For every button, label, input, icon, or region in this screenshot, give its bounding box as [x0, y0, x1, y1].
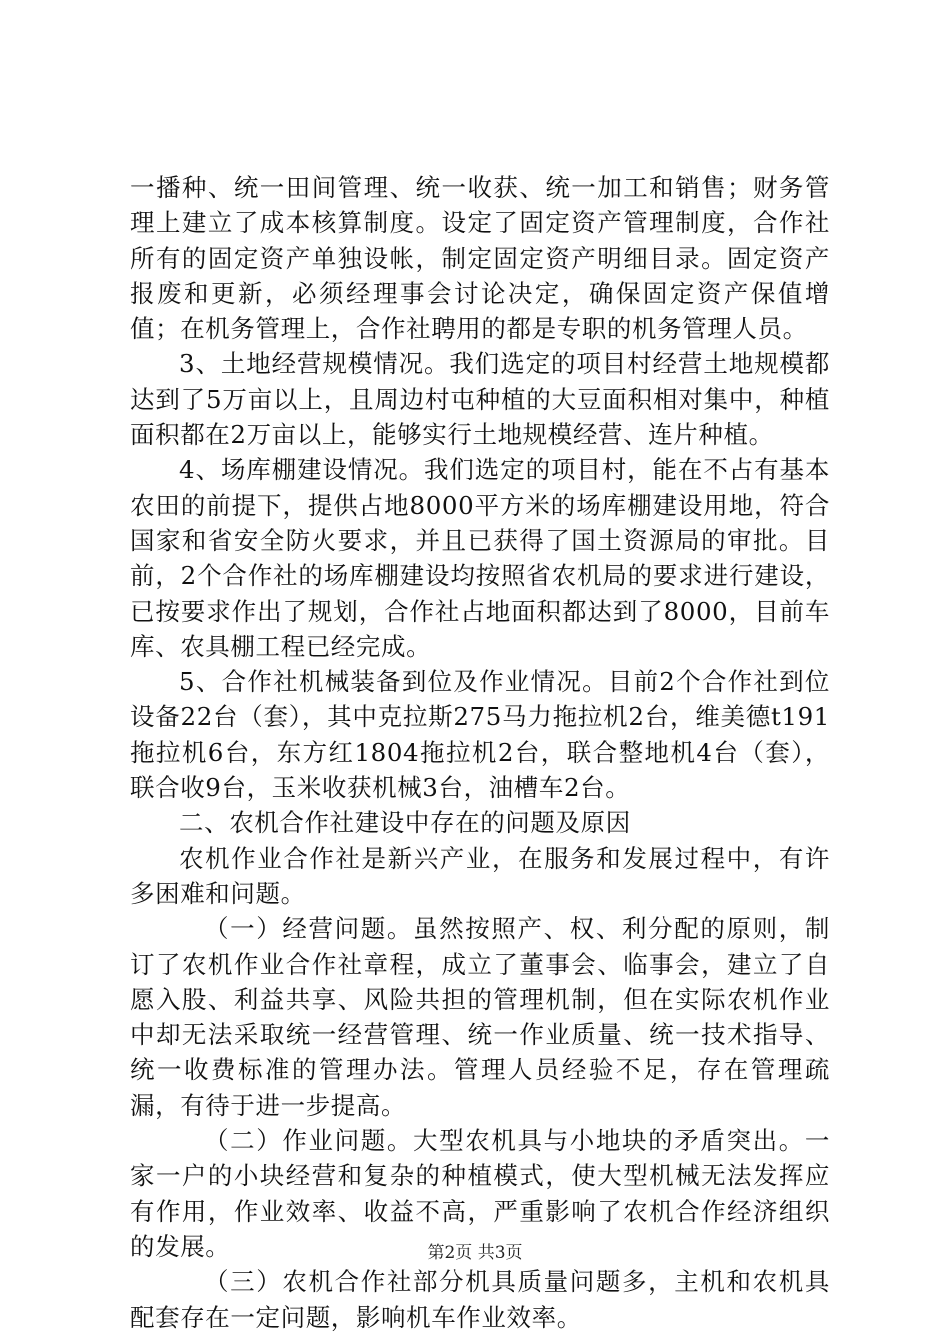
paragraph-shed-construction: 4、场库棚建设情况。我们选定的项目村，能在不占有基本农田的前提下，提供占地8000平方米的场库棚建设用地，符合国家和省安全防火要求，并且已获得了国土资源局的审批。目前，2个合作社的场库棚建设均按照省农机局的要求进行建设，已按要求作出了规划，合作社占地面积都达到了8000，目前车库、农具棚工程已经完成。 [130, 455, 830, 661]
paragraph-machinery: 5、合作社机械装备到位及作业情况。目前2个合作社到位设备22台（套），其中克拉斯275马力拖拉机2台，维美德t191拖拉机6台，东方红1804拖拉机2台，联合整地机4台（套），联合收9台，玉米收获机械3台，油槽车2台。 [130, 667, 830, 803]
paragraph-problem-quality: （三）农机合作社部分机具质量问题多，主机和农机具配套存在一定问题，影响机车作业效率。 [130, 1267, 830, 1332]
paragraph-management-continued: 一播种、统一田间管理、统一收获、统一加工和销售；财务管理上建立了成本核算制度。设定了固定资产管理制度，合作社所有的固定资产单独设帐，制定固定资产明细目录。固定资产报废和更新，必须经理事会讨论决定，确保固定资产保值增值；在机务管理上，合作社聘用的都是专职的机务管理人员。 [130, 173, 830, 344]
document-body [130, 170, 830, 1335]
paragraph-section-intro: 农机作业合作社是新兴产业，在服务和发展过程中，有许多困难和问题。 [130, 843, 830, 908]
section-heading-problems: 二、农机合作社建设中存在的问题及原因 [179, 808, 631, 838]
paragraph-problem-operation: （一）经营问题。虽然按照产、权、利分配的原则，制订了农机作业合作社章程，成立了董事会、临事会，建立了自愿入股、利益共享、风险共担的管理机制，但在实际农机作业中却无法采取统一经营管理、统一作业质量、统一技术指导、统一收费标准的管理办法。管理人员经验不足，存在管理疏漏，有待于进一步提高。 [130, 914, 830, 1120]
paragraph-problem-work: （二）作业问题。大型农机具与小地块的矛盾突出。一家一户的小块经营和复杂的种植模式，使大型机械无法发挥应有作用，作业效率、收益不高，严重影响了农机合作经济组织的发展。 [130, 1126, 830, 1261]
paragraph-land-scale: 3、土地经营规模情况。我们选定的项目村经营土地规模都达到了5万亩以上，且周边村屯种植的大豆面积相对集中，种植面积都在2万亩以上，能够实行土地规模经营、连片种植。 [130, 349, 830, 450]
page-number-footer: 第2页 共3页 [427, 1243, 523, 1263]
